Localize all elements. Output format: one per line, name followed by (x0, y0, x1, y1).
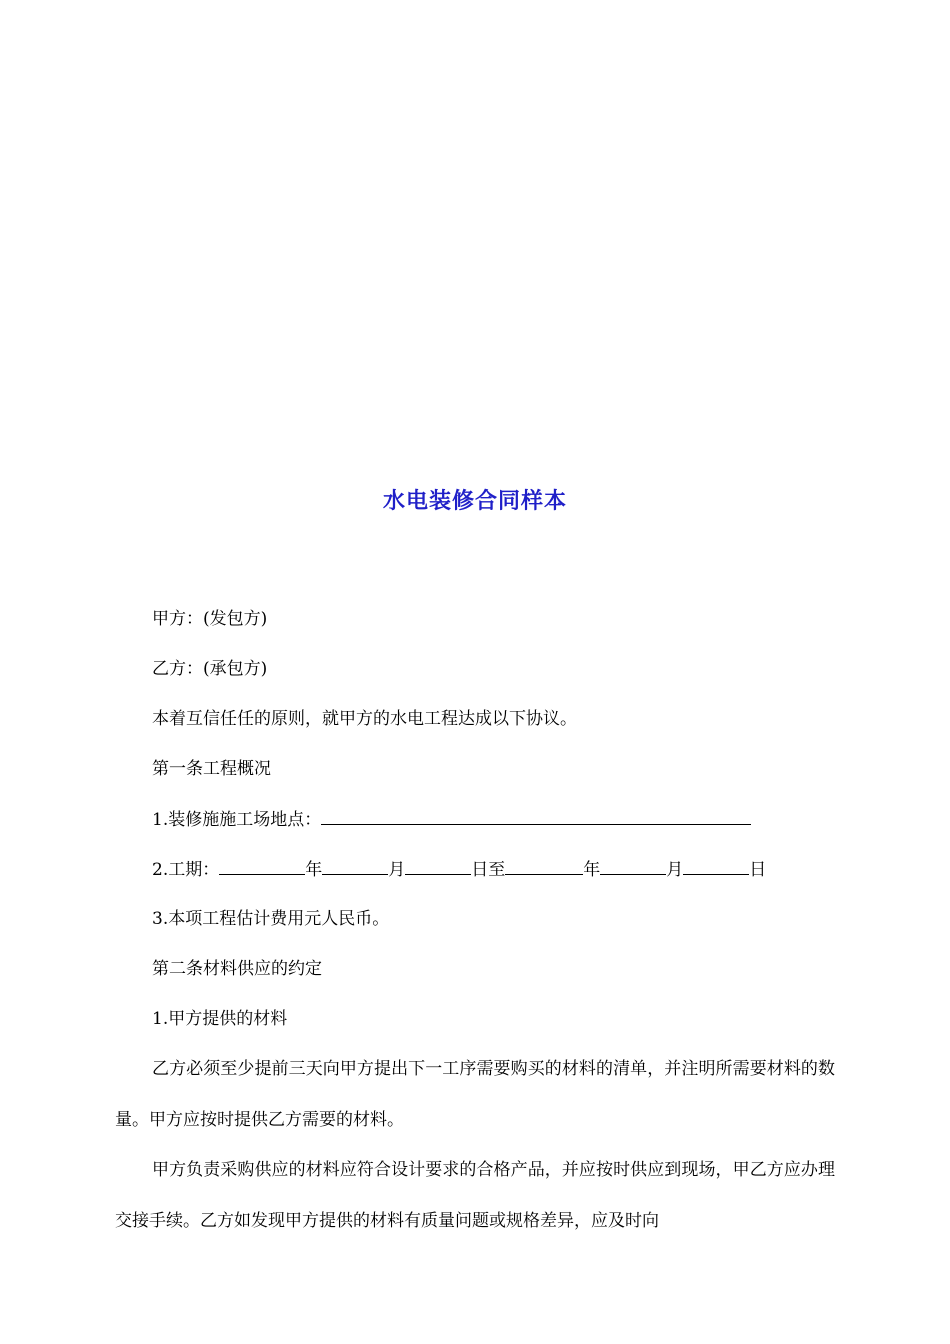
article2-paragraph1: 乙方必须至少提前三天向甲方提出下一工序需要购买的材料的清单，并注明所需要材料的数量。甲方应按时提供乙方需要的材料。 (115, 1059, 835, 1130)
article1-item3: 3.本项工程估计费用元人民币。 (152, 909, 390, 929)
article2-paragraph2: 甲方负责采购供应的材料应符合设计要求的合格产品，并应按时供应到现场，甲乙方应办理交接手续。乙方如发现甲方提供的材料有质量问题或规格差异，应及时向 (115, 1160, 835, 1231)
start-year-unit: 年 (305, 860, 323, 880)
start-month-blank (322, 857, 388, 875)
end-month-blank (600, 857, 666, 875)
party-a-line: 甲方：(发包方) (152, 609, 268, 629)
article2-heading: 第二条材料供应的约定 (152, 959, 322, 979)
article1-item2 (152, 857, 766, 882)
document-title: 水电装修合同样本 (382, 489, 567, 514)
party-b-line: 乙方：(承包方) (152, 659, 268, 679)
article1-heading: 第一条工程概况 (152, 759, 271, 779)
end-day-unit: 日 (749, 860, 767, 880)
start-year-blank (219, 857, 305, 875)
site-location-label: 1.装修施施工场地点： (152, 810, 322, 830)
end-year-unit: 年 (583, 860, 601, 880)
start-day-blank (405, 857, 471, 875)
site-location-blank (321, 807, 751, 825)
start-day-to: 日至 (471, 860, 506, 880)
period-label: 2.工期： (152, 860, 220, 880)
article2-item1: 1.甲方提供的材料 (152, 1009, 288, 1029)
article1-item1 (152, 807, 751, 832)
end-year-blank (505, 857, 583, 875)
end-month-unit: 月 (666, 860, 684, 880)
end-day-blank (683, 857, 749, 875)
intro-line: 本着互信任任的原则，就甲方的水电工程达成以下协议。 (152, 709, 577, 729)
start-month-unit: 月 (388, 860, 406, 880)
